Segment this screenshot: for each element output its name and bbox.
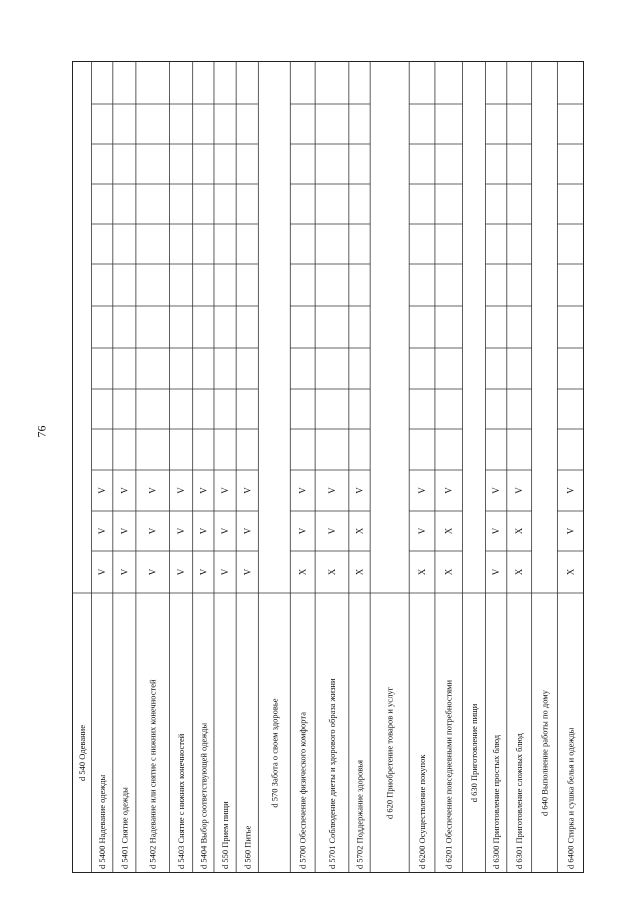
mark-cell: V — [176, 568, 187, 576]
row-label: d 5401 Снятие одежды — [119, 787, 130, 869]
mark-cell: V — [147, 568, 158, 576]
assessment-table — [72, 61, 584, 873]
mark-cell: V — [417, 487, 428, 494]
section-heading: d 570 Забота о своем здоровье — [269, 698, 280, 808]
mark-cell: X — [514, 527, 525, 535]
mark-cell: V — [326, 487, 337, 494]
mark-cell: V — [220, 487, 231, 494]
row-label: d 5702 Поддержание здоровья — [354, 759, 365, 869]
mark-cell: V — [220, 527, 231, 535]
row-label: d 5402 Надевание или снятие с нижних конечностей — [147, 679, 158, 869]
mark-cell: V — [97, 568, 108, 576]
mark-cell: X — [297, 568, 308, 576]
section-heading: d 540 Одевание — [76, 725, 87, 781]
mark-cell: V — [326, 527, 337, 535]
mark-cell: V — [176, 527, 187, 535]
row-label: d 6301 Приготовление сложных блюд — [514, 733, 525, 869]
row-label: d 5403 Снятие с нижних конечностей — [176, 733, 187, 869]
mark-cell: V — [242, 527, 253, 535]
mark-cell: V — [97, 527, 108, 535]
mark-cell: V — [297, 487, 308, 494]
mark-cell: X — [354, 527, 365, 535]
page-number: 76 — [34, 425, 49, 438]
mark-cell: X — [443, 527, 454, 535]
mark-cell: V — [119, 568, 130, 576]
mark-cell: V — [354, 487, 365, 494]
row-label: d 550 Прием пищи — [220, 801, 231, 869]
row-label: d 5701 Соблюдение диеты и здорового образа жизни — [326, 678, 337, 869]
section-heading: d 640 Выполнение работы по дому — [539, 690, 550, 816]
mark-cell: V — [147, 487, 158, 494]
mark-cell: V — [97, 487, 108, 494]
mark-cell: V — [491, 568, 502, 576]
row-label: d 6201 Обеспечение повседневными потребностями — [443, 679, 454, 869]
row-label: d 5404 Выбор соответствующей одежды — [198, 722, 209, 869]
mark-cell: V — [565, 487, 576, 494]
mark-cell: X — [354, 568, 365, 576]
row-label: d 560 Питье — [242, 825, 253, 869]
mark-cell: X — [443, 568, 454, 576]
mark-cell: V — [417, 527, 428, 535]
mark-cell: X — [326, 568, 337, 576]
mark-cell: V — [119, 487, 130, 494]
mark-cell: V — [242, 487, 253, 494]
mark-cell: V — [514, 487, 525, 494]
row-label: d 5400 Надевание одежды — [97, 774, 108, 869]
mark-cell: V — [198, 568, 209, 576]
table-grid — [72, 61, 584, 873]
mark-cell: V — [220, 568, 231, 576]
mark-cell: V — [565, 527, 576, 535]
row-label: d 6200 Осуществление покупок — [417, 754, 428, 869]
mark-cell: V — [242, 568, 253, 576]
section-heading: d 620 Приобретение товаров и услуг — [384, 686, 395, 820]
row-label: d 5700 Обеспечение физического комфорта — [297, 711, 308, 869]
section-heading: d 630 Приготовление пищи — [468, 703, 479, 803]
row-label: d 6300 Приготовление простых блюд — [491, 734, 502, 869]
mark-cell: X — [417, 568, 428, 576]
mark-cell: V — [297, 527, 308, 535]
mark-cell: V — [443, 487, 454, 494]
row-label: d 6400 Стирка и сушка белья и одежды — [565, 727, 576, 869]
mark-cell: V — [491, 487, 502, 494]
mark-cell: X — [565, 568, 576, 576]
mark-cell: V — [176, 487, 187, 494]
mark-cell: V — [119, 527, 130, 535]
mark-cell: V — [147, 527, 158, 535]
mark-cell: V — [198, 487, 209, 494]
mark-cell: X — [514, 568, 525, 576]
mark-cell: V — [198, 527, 209, 535]
mark-cell: V — [491, 527, 502, 535]
